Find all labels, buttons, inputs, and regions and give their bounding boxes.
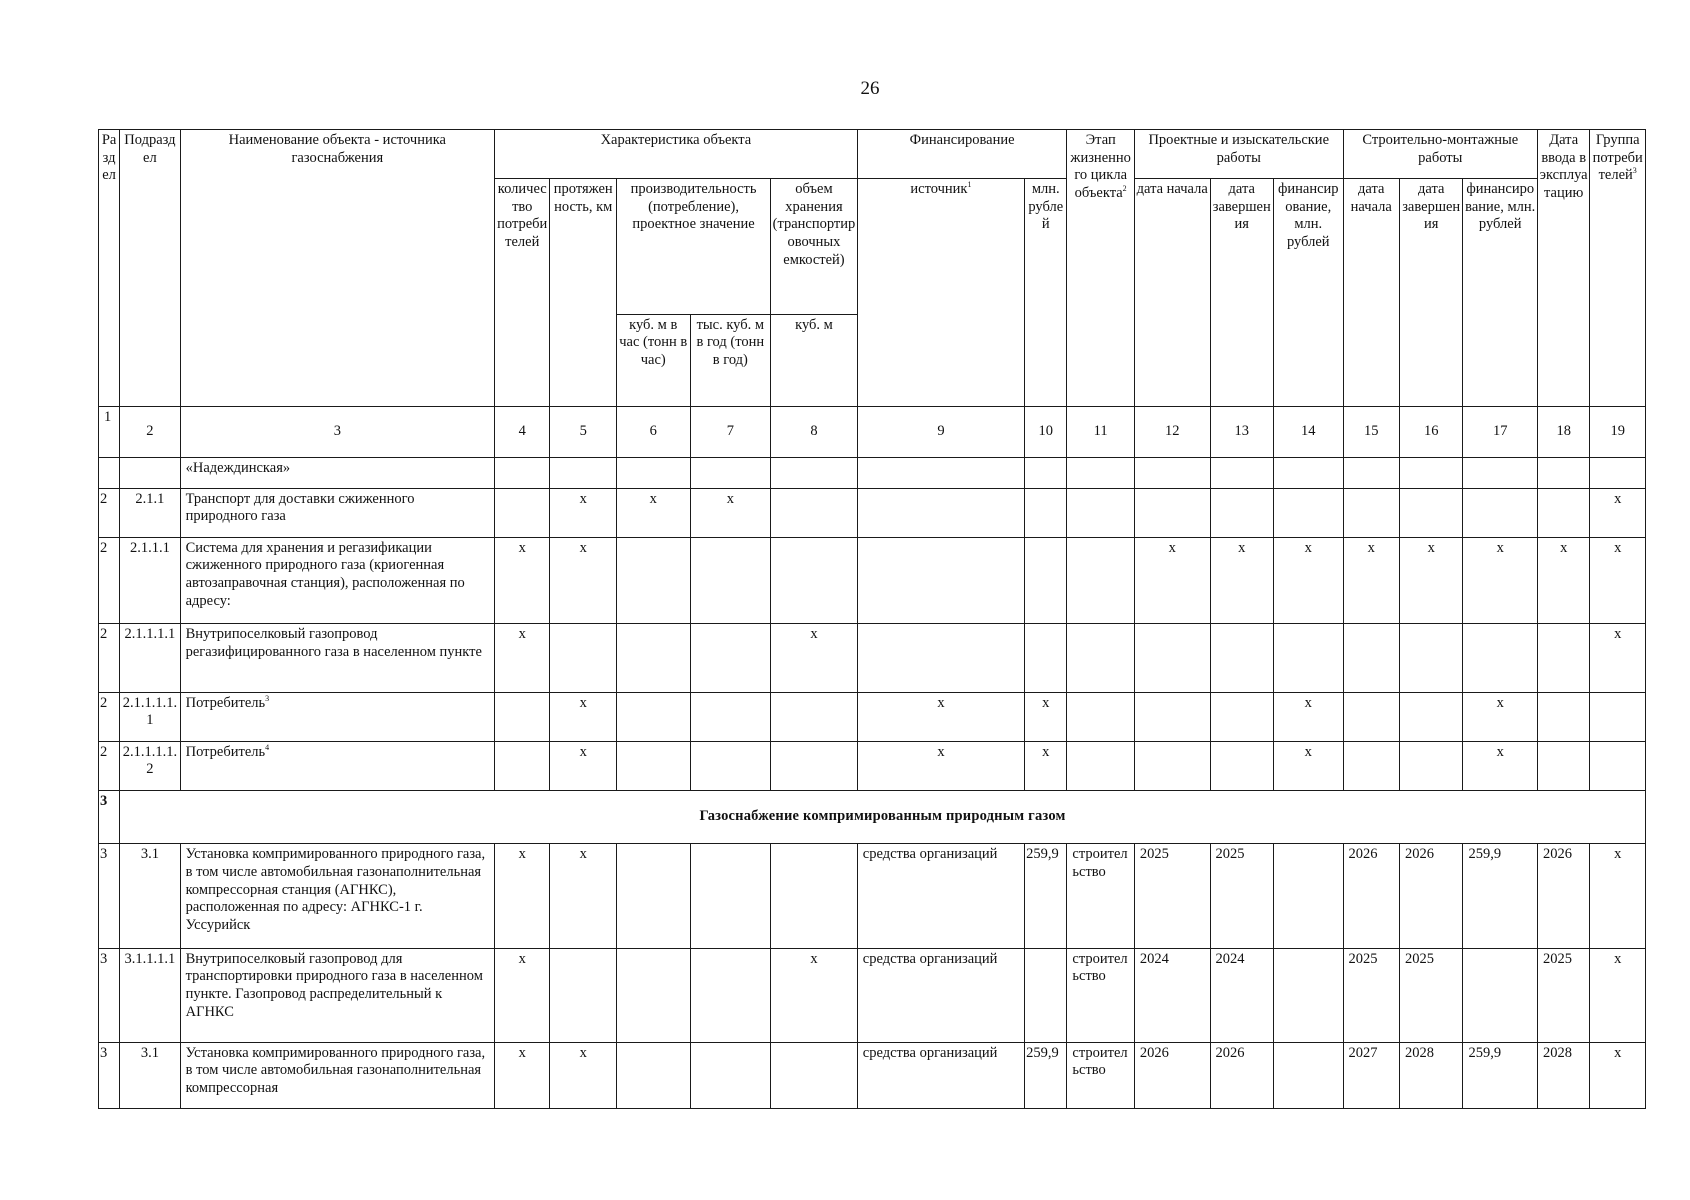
table-cell: х [1025,741,1067,790]
table-cell [771,537,858,623]
header-mln-rub: млн. рублей [1025,179,1067,406]
object-name-cell: Транспорт для доставки сжиженного природного газа [180,488,494,537]
table-cell: 2 [99,692,120,741]
column-number-cell: 19 [1590,406,1646,457]
section-number: 3 [99,790,120,843]
table-cell [690,457,771,488]
object-name-cell: Потребитель$^4$ [180,741,494,790]
table-cell [1463,948,1538,1042]
table-cell: х [550,844,617,949]
table-cell [1067,457,1135,488]
table-cell: 259,9 [1025,1042,1067,1108]
table-cell: 2024 [1210,948,1273,1042]
column-number-cell: 1 [99,406,120,457]
table-row [99,537,1646,623]
table-cell [1134,692,1210,741]
table-cell: х [550,692,617,741]
header-source-footnote: 1 [967,180,972,190]
table-cell: 2025 [1538,948,1590,1042]
column-number-cell: 6 [616,406,690,457]
section-header-row [99,790,1646,843]
table-cell [1590,741,1646,790]
table-cell [1273,1042,1343,1108]
table-cell: х [1273,692,1343,741]
table-cell: х [1590,844,1646,949]
table-cell [1399,457,1462,488]
table-cell [616,624,690,692]
object-name-cell: Установка компримированного природного газа, в том числе автомобильная газонаполнительная компрессорная станция (АГНКС), расположенная по адресу: АГНКС-1 г. Уссурийск [180,844,494,949]
table-cell: 2026 [1343,844,1399,949]
table-cell [1067,741,1135,790]
table-cell [1343,741,1399,790]
table-cell: 2 [99,537,120,623]
table-cell [690,1042,771,1108]
table-cell: 259,9 [1463,844,1538,949]
table-cell [771,1042,858,1108]
table-cell [495,741,550,790]
column-number-cell: 9 [857,406,1024,457]
table-cell [1067,692,1135,741]
header-commission-date: Дата ввода в эксплуатацию [1538,130,1590,407]
table-cell [616,1042,690,1108]
table-cell: 3.1.1.1.1 [120,948,180,1042]
table-cell [690,948,771,1042]
table-cell [495,692,550,741]
table-cell [120,457,180,488]
table-cell: строительство [1067,948,1135,1042]
header-source-text: источник [910,181,968,198]
table-cell [857,457,1024,488]
table-cell [550,948,617,1042]
table-cell [616,537,690,623]
header-lifecycle [1067,130,1135,407]
table-cell: х [1590,488,1646,537]
table-cell [1399,624,1462,692]
table-cell: х [857,692,1024,741]
header-productivity: производительность (потребление), проектное значение [616,179,770,315]
table-cell [857,624,1024,692]
table-cell [1273,488,1343,537]
column-numbers-row [99,406,1646,457]
table-cell [857,488,1024,537]
table-cell: х [550,488,617,537]
table-cell [550,457,617,488]
table-cell: 2025 [1210,844,1273,949]
table-cell [1067,488,1135,537]
header-design-end: дата завершения [1210,179,1273,406]
table-cell: х [1590,537,1646,623]
header-length: протяженность, км [550,179,617,406]
table-cell: х [1590,624,1646,692]
table-cell: 2.1.1.1.1 [120,624,180,692]
table-cell [1538,624,1590,692]
header-consumer-group-text: Группа потребителей [1592,132,1643,184]
table-cell: 2.1.1.1 [120,537,180,623]
table-cell: х [857,741,1024,790]
table-row [99,741,1646,790]
table-cell [771,692,858,741]
table-cell: х [495,624,550,692]
table-cell [495,457,550,488]
column-number-cell: 18 [1538,406,1590,457]
table-cell [1343,624,1399,692]
object-name-cell: Установка компримированного природного газа, в том числе автомобильная газонаполнительная компрессорная [180,1042,494,1108]
table-cell [616,844,690,949]
object-name-cell: Система для хранения и регазификации сжиженного природного газа (криогенная автозаправочная станция), расположенная по адресу: [180,537,494,623]
table-cell: 2026 [1210,1042,1273,1108]
header-podrazdel: Подраздел [120,130,180,407]
table-cell [771,844,858,949]
header-qty: количество потребителей [495,179,550,406]
table-cell: 2025 [1399,948,1462,1042]
column-number-cell: 2 [120,406,180,457]
table-cell [1399,488,1462,537]
table-cell [690,692,771,741]
gas-supply-table [98,129,1646,1109]
table-cell: х [1538,537,1590,623]
table-cell: 2026 [1134,1042,1210,1108]
table-cell [616,741,690,790]
table-cell: х [1463,741,1538,790]
table-row [99,948,1646,1042]
footnote-marker: 3 [265,693,270,703]
table-cell [495,488,550,537]
table-cell [1343,488,1399,537]
header-storage: объем хранения (транспортировочных емкостей) [771,179,858,315]
table-cell: 3 [99,844,120,949]
table-cell [616,457,690,488]
table-cell: 2025 [1134,844,1210,949]
table-cell: 2026 [1399,844,1462,949]
table-cell: х [1343,537,1399,623]
table-cell: 2 [99,624,120,692]
table-cell: 2028 [1399,1042,1462,1108]
table-cell [616,692,690,741]
table-cell: х [495,844,550,949]
table-cell: строительство [1067,844,1135,949]
table-cell [550,624,617,692]
table-cell [1025,488,1067,537]
header-consumer-group [1590,130,1646,407]
header-lifecycle-text: Этап жизненного цикла объекта [1070,132,1131,202]
table-cell: 2024 [1134,948,1210,1042]
table-cell: 2026 [1538,844,1590,949]
table-cell: х [1025,692,1067,741]
table-cell: х [1134,537,1210,623]
table-cell [616,948,690,1042]
table-cell [1210,624,1273,692]
page-number: 26 [860,78,880,99]
table-cell [1273,457,1343,488]
table-cell [1067,624,1135,692]
column-number-cell: 5 [550,406,617,457]
table-cell [1134,488,1210,537]
table-cell: 2.1.1.1.1.1 [120,692,180,741]
table-cell [771,488,858,537]
table-cell: х [1273,741,1343,790]
table-cell [1463,488,1538,537]
table-cell: х [1463,537,1538,623]
table-cell: х [1210,537,1273,623]
header-characteristics: Характеристика объекта [495,130,858,179]
table-cell: х [550,537,617,623]
table-cell: х [495,948,550,1042]
header-constr-start: дата начала [1343,179,1399,406]
table-cell: 2028 [1538,1042,1590,1108]
header-consumer-group-footnote: 3 [1632,166,1637,176]
table-cell [1210,741,1273,790]
table-cell [1590,692,1646,741]
table-cell [690,741,771,790]
table-cell: х [550,1042,617,1108]
table-cell: средства организаций [857,1042,1024,1108]
table-cell [1538,692,1590,741]
table-cell [1273,624,1343,692]
table-cell: х [1590,948,1646,1042]
table-cell: 2025 [1343,948,1399,1042]
header-construction-works: Строительно-монтажные работы [1343,130,1537,179]
table-cell [1210,457,1273,488]
table-cell [690,624,771,692]
column-number-cell: 8 [771,406,858,457]
table-cell [1590,457,1646,488]
header-object-name: Наименование объекта - источника газоснабжения [180,130,494,407]
table-cell [690,844,771,949]
header-row-1 [99,130,1646,179]
section-title: Газоснабжение компримированным природным газом [120,790,1646,843]
table-cell: 259,9 [1025,844,1067,949]
table-cell [1538,457,1590,488]
column-number-cell: 3 [180,406,494,457]
table-row [99,457,1646,488]
header-constr-end: дата завершения [1399,179,1462,406]
table-cell: х [616,488,690,537]
object-name-cell: «Надеждинская» [180,457,494,488]
table-cell [690,537,771,623]
table-row [99,624,1646,692]
table-row [99,488,1646,537]
table-cell [99,457,120,488]
column-number-cell: 15 [1343,406,1399,457]
header-financing: Финансирование [857,130,1067,179]
table-cell [1463,624,1538,692]
header-source [857,179,1024,406]
table-cell: х [495,1042,550,1108]
table-cell [1210,488,1273,537]
table-cell: 3 [99,948,120,1042]
table-cell [1210,692,1273,741]
table-cell: 3.1 [120,844,180,949]
table-cell [771,741,858,790]
table-cell: 3.1 [120,1042,180,1108]
table-cell: 2.1.1 [120,488,180,537]
table-cell: х [1590,1042,1646,1108]
header-constr-fin: финансирование, млн. рублей [1463,179,1538,406]
column-number-cell: 11 [1067,406,1135,457]
column-number-cell: 13 [1210,406,1273,457]
object-name-cell: Внутрипоселковый газопровод для транспортировки природного газа в населенном пункте. Газопровод распределительный к АГНКС [180,948,494,1042]
column-number-cell: 12 [1134,406,1210,457]
table-cell [1538,741,1590,790]
table-cell [1463,457,1538,488]
table-cell [1273,948,1343,1042]
column-number-cell: 4 [495,406,550,457]
header-razdel: Раздел [99,130,120,407]
column-number-cell: 16 [1399,406,1462,457]
table-cell: средства организаций [857,844,1024,949]
table-cell: 3 [99,1042,120,1108]
table-cell [1067,537,1135,623]
table-cell: х [495,537,550,623]
header-lifecycle-footnote: 2 [1122,184,1127,194]
table-cell: 2.1.1.1.1.2 [120,741,180,790]
object-name-cell: Внутрипоселковый газопровод регазифицированного газа в населенном пункте [180,624,494,692]
object-name-cell: Потребитель$^3$ [180,692,494,741]
header-design-works: Проектные и изыскательские работы [1134,130,1343,179]
table-cell [771,457,858,488]
header-thous-year: тыс. куб. м в год (тонн в год) [690,314,771,406]
header-cub-hour: куб. м в час (тонн в час) [616,314,690,406]
table-cell [1538,488,1590,537]
table-cell: строительство [1067,1042,1135,1108]
table-cell [1399,741,1462,790]
table-cell [1343,457,1399,488]
table-cell: х [1399,537,1462,623]
table-cell: 259,9 [1463,1042,1538,1108]
column-number-cell: 17 [1463,406,1538,457]
table-cell [1025,948,1067,1042]
column-number-cell: 10 [1025,406,1067,457]
table-cell [1134,457,1210,488]
table-cell [1134,741,1210,790]
header-cub-m: куб. м [771,314,858,406]
table-cell: х [1463,692,1538,741]
table-cell: 2 [99,488,120,537]
table-row [99,844,1646,949]
table-cell: х [771,624,858,692]
table-cell: средства организаций [857,948,1024,1042]
header-design-start: дата начала [1134,179,1210,406]
table-cell: х [1273,537,1343,623]
footnote-marker: 4 [265,742,270,752]
column-number-cell: 14 [1273,406,1343,457]
table-row [99,692,1646,741]
table-cell: х [550,741,617,790]
table-cell [1134,624,1210,692]
column-number-cell: 7 [690,406,771,457]
table-row [99,1042,1646,1108]
table-cell [1343,692,1399,741]
table-cell: х [690,488,771,537]
table-cell: х [771,948,858,1042]
header-design-fin: финансирование, млн. рублей [1273,179,1343,406]
table-cell [1273,844,1343,949]
table-cell [857,537,1024,623]
table-cell [1025,537,1067,623]
table-cell [1025,457,1067,488]
table-cell [1025,624,1067,692]
table-cell: 2027 [1343,1042,1399,1108]
table-cell [1399,692,1462,741]
table-cell: 2 [99,741,120,790]
